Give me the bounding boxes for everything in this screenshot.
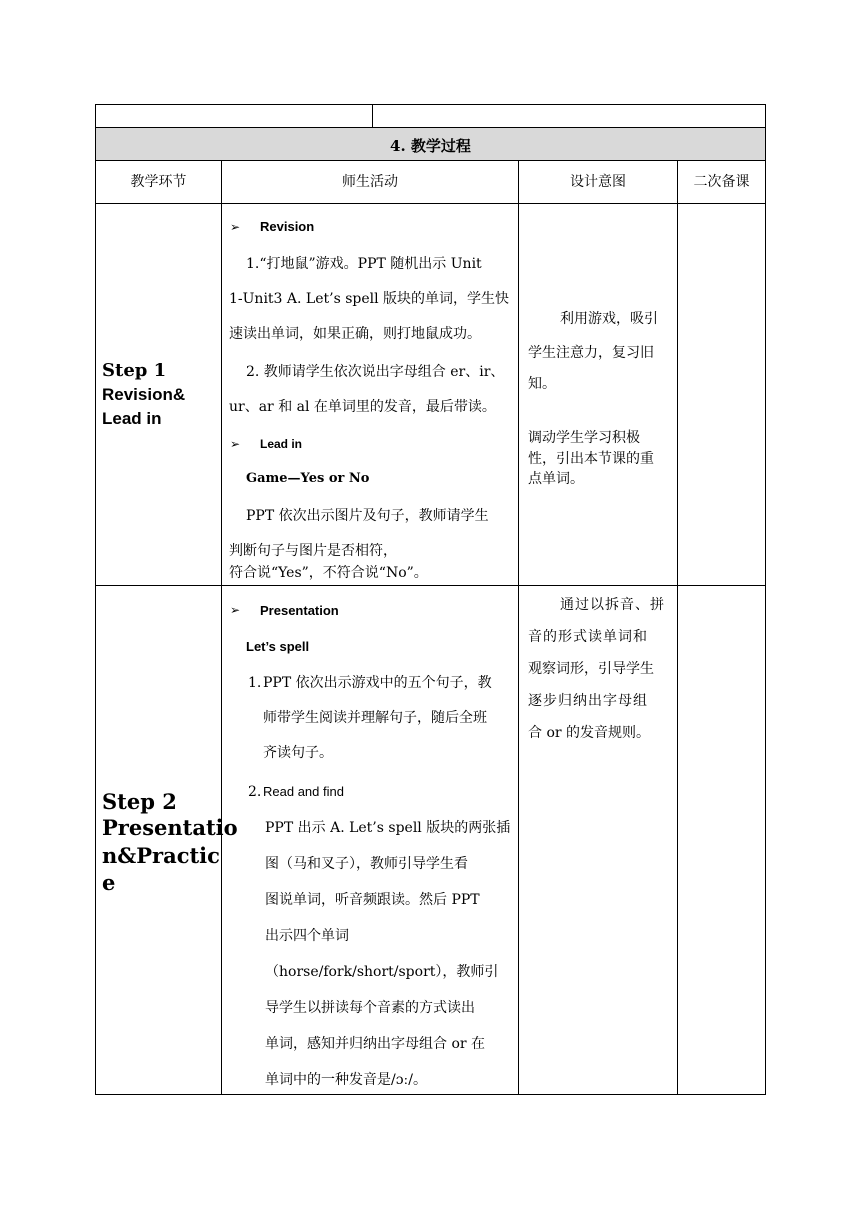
table-border: [95, 203, 766, 204]
header-col-activity: 师生活动: [342, 174, 398, 190]
intent-line: 通过以拆音、拼: [560, 597, 665, 613]
activity-line: 1.“打地鼠”游戏。PPT 随机出示 Unit: [246, 256, 482, 272]
activity-line: 单词中的一种发音是/ɔː/。: [265, 1072, 427, 1088]
presentation-heading: Presentation: [260, 603, 339, 618]
table-border: [518, 160, 519, 1094]
game-title: Game—Yes or No: [246, 471, 370, 486]
intent-line: 点单词。: [528, 471, 584, 487]
header-col-revision: 二次备课: [693, 174, 750, 190]
table-border: [95, 104, 96, 1095]
intent-line: 性，引出本节课的重: [528, 451, 654, 467]
table-border: [765, 104, 766, 1095]
intent-line: 调动学生学习积极: [528, 430, 640, 446]
table-border: [95, 1094, 766, 1095]
read-and-find-title: Read and find: [263, 784, 344, 799]
item-number: 1.: [248, 675, 262, 691]
step2-title: Presentatio: [102, 815, 238, 840]
header-col-stage: 教学环节: [130, 174, 187, 190]
step2-title: Step 2: [102, 789, 177, 814]
section-title: 4. 教学过程: [390, 137, 471, 155]
item-number: 2.: [248, 784, 262, 800]
activity-line: 图（马和叉子），教师引导学生看: [265, 856, 468, 872]
bullet-arrow-icon: ➢: [230, 437, 241, 451]
activity-line: ur、ar 和 al 在单词里的发音，最后带读。: [229, 399, 496, 415]
step1-title: Lead in: [102, 409, 162, 428]
activity-line: PPT 依次出示图片及句子，教师请学生: [246, 508, 489, 524]
activity-line: 齐读句子。: [263, 745, 333, 761]
activity-line: 出示四个单词: [265, 928, 349, 944]
step2-title: n&Practic: [102, 843, 220, 868]
bullet-arrow-icon: ➢: [230, 220, 241, 234]
revision-heading: Revision: [260, 219, 315, 234]
activity-line: （horse/fork/short/sport），教师引: [265, 964, 499, 980]
activity-line: 2. 教师请学生依次说出字母组合 er、ir、: [246, 364, 505, 380]
table-border: [221, 160, 222, 1094]
table-border: [95, 104, 766, 105]
step2-title: e: [102, 870, 116, 895]
activity-line: 速读出单词，如果正确，则打地鼠成功。: [229, 326, 481, 342]
table-border: [95, 585, 766, 586]
table-border: [677, 160, 678, 1094]
intent-line: 利用游戏，吸引: [560, 311, 658, 327]
leadin-heading: Lead in: [260, 437, 303, 451]
header-col-intent: 设计意图: [570, 174, 626, 190]
intent-line: 学生注意力，复习旧: [528, 345, 654, 361]
step1-title: Step 1: [102, 360, 167, 381]
activity-line: 判断句子与图片是否相符，: [229, 543, 397, 559]
table-border: [372, 104, 373, 127]
table-border: [95, 127, 766, 128]
step1-title: Revision&: [102, 385, 186, 404]
activity-line: PPT 出示 A. Let’s spell 版块的两张插: [265, 820, 511, 836]
intent-line: 音的形式读单词和: [528, 629, 648, 645]
intent-line: 观察词形，引导学生: [528, 661, 654, 677]
activity-line: PPT 依次出示游戏中的五个句子，教: [263, 675, 492, 691]
activity-line: 导学生以拼读每个音素的方式读出: [265, 1000, 475, 1016]
table-border: [95, 160, 766, 161]
activity-line: 1-Unit3 A. Let’s spell 版块的单词，学生快: [229, 291, 510, 307]
activity-line: 符合说“Yes”，不符合说“No”。: [229, 565, 428, 581]
intent-line: 逐步归纳出字母组: [528, 693, 648, 709]
lets-spell-heading: Let’s spell: [246, 639, 310, 654]
activity-line: 图说单词，听音频跟读。然后 PPT: [265, 892, 480, 908]
activity-line: 师带学生阅读并理解句子，随后全班: [263, 710, 487, 726]
activity-line: 单词，感知并归纳出字母组合 or 在: [265, 1036, 486, 1052]
intent-line: 合 or 的发音规则。: [528, 725, 651, 741]
bullet-arrow-icon: ➢: [230, 603, 241, 617]
intent-line: 知。: [528, 376, 556, 392]
